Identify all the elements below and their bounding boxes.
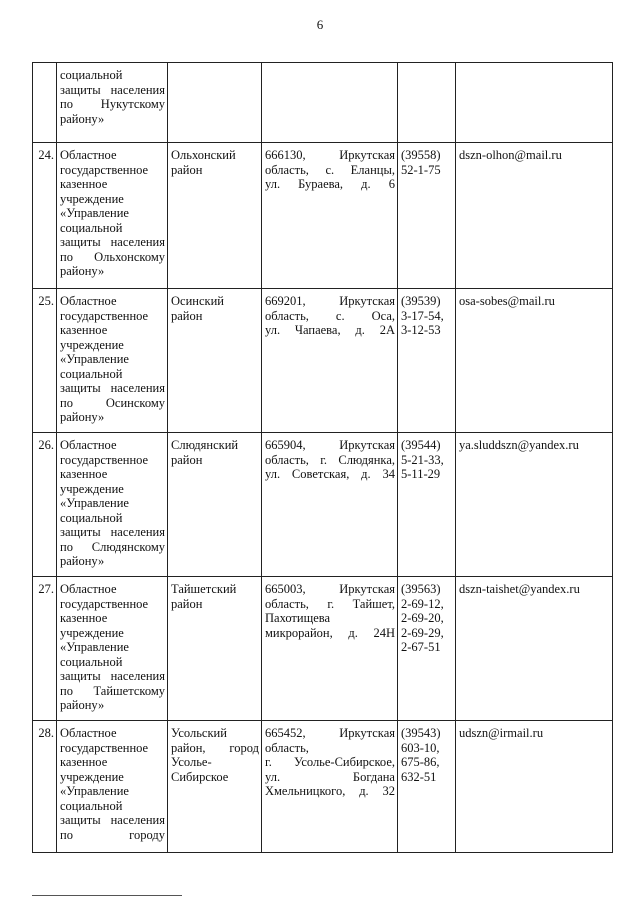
row-number: 25. xyxy=(33,289,57,433)
cell-line: (39543) xyxy=(401,726,441,740)
cell-line: район xyxy=(171,162,203,177)
cell-line: защиты населения xyxy=(60,381,165,395)
cell-line: район xyxy=(171,596,203,611)
cell-line: защиты населения xyxy=(60,525,165,539)
cell-line: район xyxy=(171,452,203,467)
cell-line: казенное xyxy=(60,611,108,625)
institution-name xyxy=(57,63,168,143)
row-number: 27. xyxy=(33,577,57,721)
cell-line: г. Усолье-Сибирское, xyxy=(265,755,395,769)
cell-line: Хмельницкого, д. 32 xyxy=(265,784,395,798)
cell-line: микрорайон, д. 24Н xyxy=(265,625,395,640)
footer-rule xyxy=(32,895,182,896)
cell-line: государственное xyxy=(60,596,149,611)
cell-line: социальной xyxy=(60,510,123,525)
page-number: 6 xyxy=(316,17,324,32)
cell-line: 5-11-29 xyxy=(401,467,441,481)
table-body xyxy=(33,63,613,853)
district xyxy=(168,433,262,577)
email[interactable]: udszn@irmail.ru xyxy=(456,721,613,853)
cell-line: «Управление xyxy=(60,206,129,220)
phone xyxy=(398,289,456,433)
cell-line: казенное xyxy=(60,177,108,191)
cell-line: ул. Чапаева, д. 2А xyxy=(265,323,395,337)
cell-line: 5-21-33, xyxy=(401,452,444,467)
cell-line: Областное xyxy=(60,294,117,308)
cell-line: 603-10, xyxy=(401,740,440,755)
district xyxy=(168,143,262,289)
institution-name xyxy=(57,433,168,577)
cell-line: социальной xyxy=(60,798,123,813)
cell-line: Областное xyxy=(60,582,117,596)
row-number: 26. xyxy=(33,433,57,577)
cell-line: казенное xyxy=(60,755,108,769)
email[interactable]: osa-sobes@mail.ru xyxy=(456,289,613,433)
cell-line: область, с. Еланцы, xyxy=(265,162,395,177)
cell-line: защиты населения xyxy=(60,669,165,683)
cell-line: по Тайшетскому xyxy=(60,683,165,698)
address xyxy=(262,577,398,721)
cell-line: Усолье- xyxy=(171,755,212,769)
cell-line: район xyxy=(171,308,203,323)
cell-line: учреждение xyxy=(60,625,124,640)
address xyxy=(262,143,398,289)
cell-line: государственное xyxy=(60,452,149,467)
institution-name xyxy=(57,577,168,721)
cell-line: государственное xyxy=(60,308,149,323)
cell-line: 2-69-20, xyxy=(401,611,444,625)
cell-line: область, г. Тайшет, xyxy=(265,596,395,611)
institutions-table xyxy=(32,62,613,853)
cell-line: по Осинскому xyxy=(60,395,165,410)
cell-line: защиты населения xyxy=(60,235,165,249)
cell-line: (39558) xyxy=(401,148,441,162)
cell-line: району» xyxy=(60,264,105,278)
cell-line: социальной xyxy=(60,68,123,82)
cell-line: область, г. Слюдянка, xyxy=(265,452,395,467)
address xyxy=(262,433,398,577)
table-row xyxy=(33,143,613,289)
table-row xyxy=(33,721,613,853)
cell-line: область, xyxy=(265,740,309,755)
cell-line: социальной xyxy=(60,220,123,235)
phone xyxy=(398,577,456,721)
table-row xyxy=(33,577,613,721)
address xyxy=(262,721,398,853)
cell-line: защиты населения xyxy=(60,82,165,97)
cell-line: казенное xyxy=(60,323,108,337)
email[interactable]: dszn-taishet@yandex.ru xyxy=(456,577,613,721)
cell-line: по Нукутскому xyxy=(60,97,165,111)
institution-name xyxy=(57,143,168,289)
cell-line: (39544) xyxy=(401,438,441,452)
table-row xyxy=(33,289,613,433)
cell-line: 2-69-12, xyxy=(401,596,444,611)
cell-line: району» xyxy=(60,410,105,424)
cell-line: «Управление xyxy=(60,640,129,654)
district xyxy=(168,289,262,433)
table-row xyxy=(33,63,613,143)
cell-line: по Ольхонскому xyxy=(60,249,165,264)
cell-line: ул. Богдана xyxy=(265,769,395,784)
institution-name xyxy=(57,289,168,433)
cell-line: социальной xyxy=(60,654,123,669)
cell-line: ул. Советская, д. 34 xyxy=(265,467,395,481)
cell-line: государственное xyxy=(60,162,149,177)
cell-line: государственное xyxy=(60,740,149,755)
cell-line: 665904, Иркутская xyxy=(265,438,395,452)
phone xyxy=(398,721,456,853)
cell-line: 665003, Иркутская xyxy=(265,582,395,596)
cell-line: 665452, Иркутская xyxy=(265,726,395,740)
cell-line: 3-17-54, xyxy=(401,308,444,323)
cell-line: по городу xyxy=(60,827,165,842)
address xyxy=(262,289,398,433)
cell-line: «Управление xyxy=(60,496,129,510)
cell-line: район, город xyxy=(171,740,259,755)
cell-line: 666130, Иркутская xyxy=(265,148,395,162)
cell-line: району» xyxy=(60,111,105,126)
cell-line: учреждение xyxy=(60,337,124,352)
phone xyxy=(398,143,456,289)
row-number: 24. xyxy=(33,143,57,289)
cell-line: Областное xyxy=(60,438,117,452)
cell-line: району» xyxy=(60,554,105,568)
cell-line: область, с. Оса, xyxy=(265,308,395,323)
cell-line: (39563) xyxy=(401,582,441,596)
cell-line: учреждение xyxy=(60,191,124,206)
cell-line: району» xyxy=(60,698,105,712)
cell-line: социальной xyxy=(60,366,123,381)
cell-line: Слюдянский xyxy=(171,438,239,452)
cell-line: 632-51 xyxy=(401,769,437,784)
cell-line: 2-69-29, xyxy=(401,625,444,640)
cell-line: учреждение xyxy=(60,769,124,784)
email[interactable]: dszn-olhon@mail.ru xyxy=(456,143,613,289)
cell-line: 52-1-75 xyxy=(401,162,441,177)
cell-line: 3-12-53 xyxy=(401,323,441,337)
table-row xyxy=(33,433,613,577)
cell-line: Областное xyxy=(60,148,117,162)
cell-line: Усольский xyxy=(171,726,227,740)
cell-line: 675-86, xyxy=(401,755,440,769)
cell-line: «Управление xyxy=(60,784,129,798)
institution-name xyxy=(57,721,168,853)
cell-line: Областное xyxy=(60,726,117,740)
cell-line: 2-67-51 xyxy=(401,640,441,654)
email[interactable]: ya.sluddszn@yandex.ru xyxy=(456,433,613,577)
address xyxy=(262,63,398,143)
cell-line: (39539) xyxy=(401,294,441,308)
district xyxy=(168,721,262,853)
cell-line: «Управление xyxy=(60,352,129,366)
cell-line: 669201, Иркутская xyxy=(265,294,395,308)
row-number xyxy=(33,63,57,143)
cell-line: защиты населения xyxy=(60,813,165,827)
row-number: 28. xyxy=(33,721,57,853)
cell-line: по Слюдянскому xyxy=(60,539,165,554)
cell-line: Ольхонский xyxy=(171,148,236,162)
cell-line: Осинский xyxy=(171,294,224,308)
phone xyxy=(398,433,456,577)
district xyxy=(168,63,262,143)
cell-line: ул. Бураева, д. 6 xyxy=(265,177,395,191)
cell-line: Тайшетский xyxy=(171,582,237,596)
cell-line: учреждение xyxy=(60,481,124,496)
district xyxy=(168,577,262,721)
cell-line: Сибирское xyxy=(171,769,229,784)
cell-line: казенное xyxy=(60,467,108,481)
phone xyxy=(398,63,456,143)
cell-line: Пахотищева xyxy=(265,611,331,625)
email[interactable] xyxy=(456,63,613,143)
